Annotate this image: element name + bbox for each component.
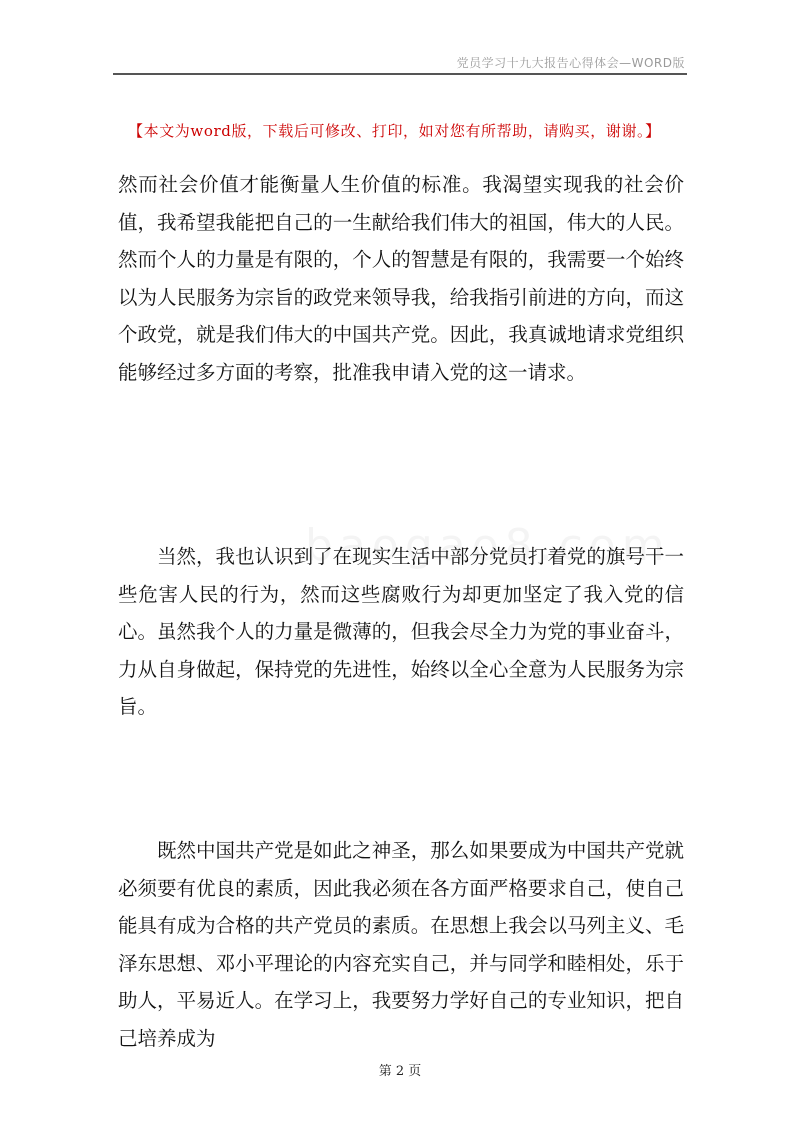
download-notice: 【本文为word版，下载后可修改、打印，如对您有所帮助，请购买，谢谢。】 xyxy=(128,122,661,140)
page-number: 第 2 页 xyxy=(378,1064,422,1079)
document-header-title: 党员学习十九大报告心得体会—WORD版 xyxy=(456,56,685,70)
body-paragraph-1: 然而社会价值才能衡量人生价值的标准。我渴望实现我的社会价值，我希望我能把自己的一生献给我们伟大的祖国，伟大的人民。然而个人的力量是有限的，个人的智慧是有限的，我需要一个始终以为人民服务为宗旨的政党来领导我，给我指引前进的方向，而这个政党，就是我们伟大的中国共产党。因此，我真诚地请求党组织能够经过多方面的考察，批准我申请入党的这一请求。 xyxy=(118,173,684,384)
body-paragraph-2: 当然，我也认识到了在现实生活中部分党员打着党的旗号干一些危害人民的行为，然而这些腐败行为却更加坚定了我入党的信心。虽然我个人的力量是微薄的，但我会尽全力为党的事业奋斗，力从自身做起，保持党的先进性，始终以全心全意为人民服务为宗旨。 xyxy=(118,545,684,718)
body-paragraph-3: 既然中国共产党是如此之神圣，那么如果要成为中国共产党就必须要有优良的素质，因此我必须在各方面严格要求自己，使自己能具有成为合格的共产党员的素质。在思想上我会以马列主义、毛泽东思想、邓小平理论的内容充实自己，并与同学和睦相处，乐于助人，平易近人。在学习上，我要努力学好自己的专业知识，把自己培养成为 xyxy=(118,839,684,1050)
header-divider xyxy=(113,73,687,75)
